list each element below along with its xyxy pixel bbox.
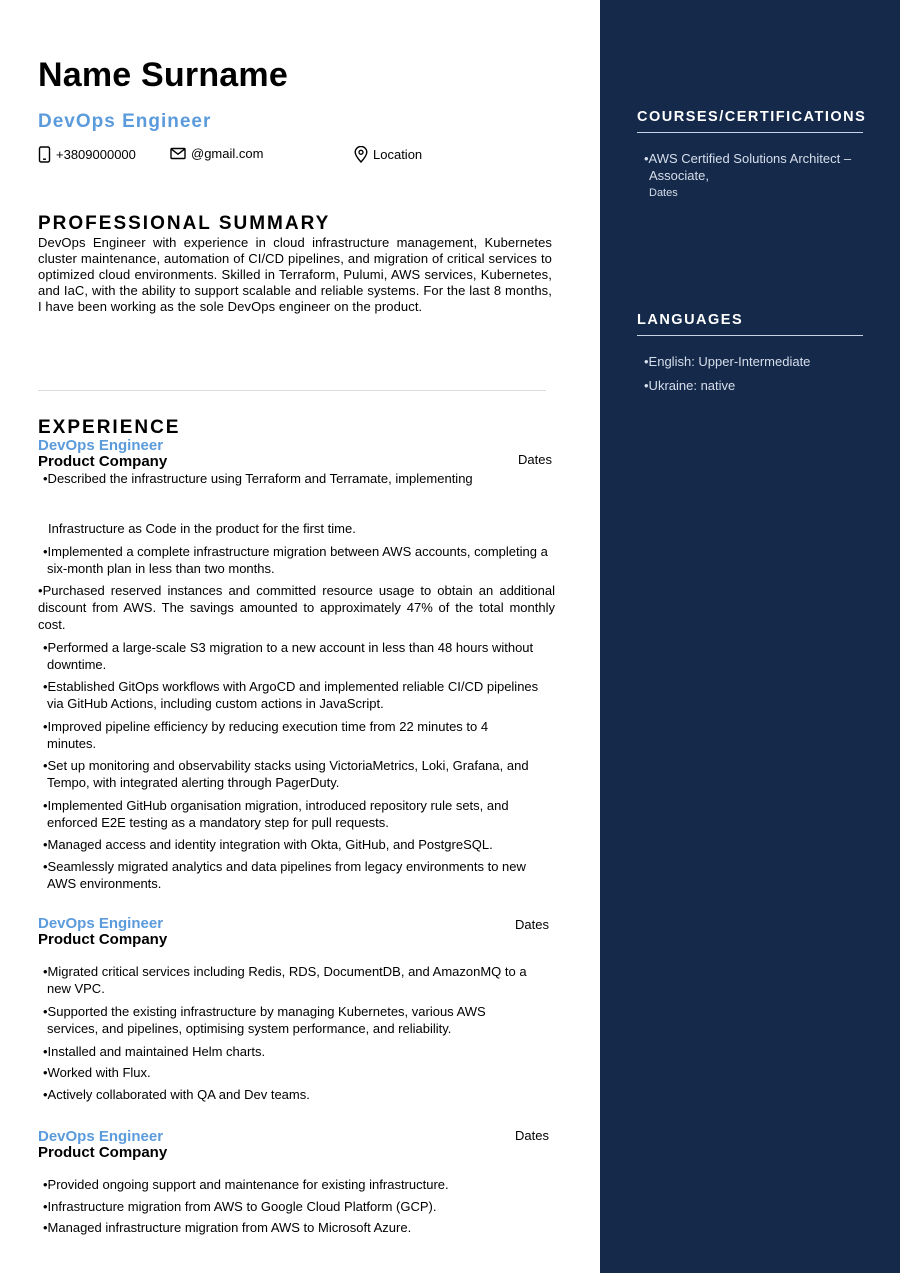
- phone-number: +3809000000: [56, 147, 136, 162]
- sidebar: [600, 0, 900, 1273]
- job-role: DevOps Engineer: [38, 915, 164, 932]
- list-item: [38, 1219, 550, 1236]
- bullet-text: •Set up monitoring and observability stacks using VictoriaMetrics, Loki, Grafana, and Tempo, with integrated alerting through PagerDuty.: [43, 758, 529, 790]
- candidate-title: DevOps Engineer: [38, 111, 212, 132]
- bullet-text: •Performed a large-scale S3 migration to a new account in less than 48 hours without downtime.: [43, 640, 534, 672]
- language-item: [637, 353, 867, 370]
- bullet-text: •Managed infrastructure migration from AWS to Microsoft Azure.: [43, 1220, 412, 1235]
- contact-row: [38, 146, 558, 168]
- location-pin-icon: [354, 146, 368, 163]
- job-dates: Dates: [515, 917, 549, 932]
- course-item: [637, 150, 857, 184]
- languages-heading: LANGUAGES: [637, 312, 863, 336]
- job-dates: Dates: [518, 452, 552, 467]
- job-company: Product Company: [38, 453, 168, 470]
- phone-contact: [38, 146, 136, 163]
- list-item: [38, 543, 550, 577]
- section-divider: [38, 390, 546, 391]
- list-item: [38, 1086, 550, 1103]
- list-item: [38, 858, 543, 892]
- list-item: [38, 678, 550, 712]
- job-dates: Dates: [515, 1128, 549, 1143]
- location-contact: [354, 146, 422, 163]
- bullet-text: •Improved pipeline efficiency by reducing execution time from 22 minutes to 4 minutes.: [43, 719, 489, 751]
- bullet-text: •Managed access and identity integration with Okta, GitHub, and PostgreSQL.: [43, 837, 493, 852]
- course-name: •AWS Certified Solutions Architect – Associate,: [644, 151, 852, 183]
- job-company: Product Company: [38, 931, 168, 948]
- mail-icon: [170, 147, 186, 160]
- courses-heading: COURSES/CERTIFICATIONS: [637, 109, 863, 133]
- course-dates: Dates: [649, 187, 678, 199]
- summary-text: DevOps Engineer with experience in cloud infrastructure management, Kubernetes cluster maintenance, automation of CI/CD pipelines, and migration of critical services to optimized cloud environments. Skilled in Terraform, Pulumi, AWS services, Kubernetes, and IaC, with the ability to support scalable and reliable systems. For the last 8 months, I have been working as the sole DevOps engineer on the product.: [38, 235, 552, 314]
- list-item: [38, 639, 550, 673]
- bullet-text: Infrastructure as Code in the product for the first time.: [48, 521, 356, 536]
- list-item: [38, 757, 550, 791]
- candidate-name: Name Surname: [38, 56, 288, 94]
- phone-icon: [38, 146, 51, 163]
- list-item: [38, 797, 550, 831]
- bullet-text: •Described the infrastructure using Terraform and Terramate, implementing: [43, 471, 473, 486]
- bullet-text: •Provided ongoing support and maintenance for existing infrastructure.: [43, 1177, 449, 1192]
- language-text: •English: Upper-Intermediate: [644, 354, 811, 369]
- list-item: [38, 836, 550, 853]
- list-item: [38, 1176, 550, 1193]
- list-item: [38, 470, 550, 487]
- list-item: [38, 1003, 508, 1037]
- bullet-text: •Established GitOps workflows with ArgoCD and implemented reliable CI/CD pipelines via GitHub Actions, including custom actions in JavaScript.: [43, 679, 539, 711]
- location-text: Location: [373, 147, 423, 162]
- list-item: [38, 1043, 550, 1060]
- list-item: [48, 520, 560, 537]
- language-item: [637, 377, 867, 394]
- bullet-text: •Migrated critical services including Redis, RDS, DocumentDB, and AmazonMQ to a new VPC.: [43, 964, 527, 996]
- bullet-text: •Implemented GitHub organisation migration, introduced repository rule sets, and enforced E2E testing as a mandatory step for pull requests.: [43, 798, 509, 830]
- bullet-text: •Implemented a complete infrastructure migration between AWS accounts, completing a six-month plan in less than two months.: [43, 544, 548, 576]
- bullet-text: •Installed and maintained Helm charts.: [43, 1044, 266, 1059]
- job-role: DevOps Engineer: [38, 1128, 164, 1145]
- list-item: [38, 718, 508, 752]
- list-item: [38, 1198, 550, 1215]
- summary-heading: PROFESSIONAL SUMMARY: [38, 213, 331, 234]
- list-item: [38, 582, 555, 633]
- experience-heading: EXPERIENCE: [38, 417, 181, 438]
- email-address: @gmail.com: [191, 146, 264, 161]
- job-company: Product Company: [38, 1144, 168, 1161]
- bullet-text: •Seamlessly migrated analytics and data pipelines from legacy environments to new AWS environments.: [43, 859, 526, 891]
- bullet-text: •Infrastructure migration from AWS to Google Cloud Platform (GCP).: [43, 1199, 437, 1214]
- list-item: [38, 963, 550, 997]
- job-role: DevOps Engineer: [38, 437, 164, 454]
- language-text: •Ukraine: native: [644, 378, 736, 393]
- bullet-text: •Actively collaborated with QA and Dev teams.: [43, 1087, 310, 1102]
- bullet-text: •Supported the existing infrastructure by managing Kubernetes, various AWS services, and pipelines, optimising system performance, and reliability.: [43, 1004, 486, 1036]
- list-item: [38, 1064, 550, 1081]
- email-contact: [170, 146, 263, 161]
- bullet-text: •Worked with Flux.: [43, 1065, 151, 1080]
- bullet-text: • Purchased reserved instances and committed resource usage to obtain an additional discount from AWS. The savings amounted to approximately 47% of the total monthly cost.: [38, 582, 555, 633]
